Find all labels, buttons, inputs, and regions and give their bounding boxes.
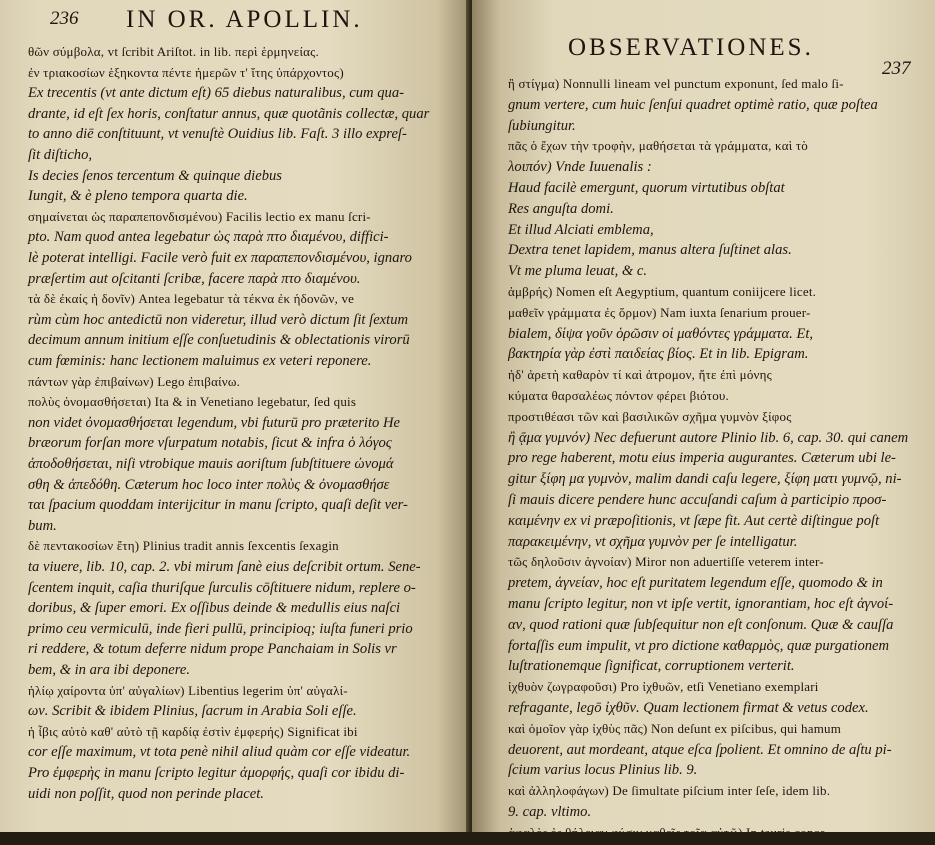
text-line: Vt me pluma leuat, & c. (508, 263, 648, 280)
text-line: uidi non poſſit, quod non perinde placet. (28, 785, 264, 802)
text-line: ων. Scribit & ibidem Plinius, ſacrum in Arabia Soli eſſe. (28, 703, 357, 720)
text-line: ἠδ' ἀρετὴ καθαρὸν τί καὶ ἀτρομον, ἥτε ἐπὶ μόνης (508, 367, 772, 383)
text-line: Et illud Alciati emblema, (508, 221, 654, 238)
text-line: αν, quod rationi quæ ſubſequitur non eſt conſonum. Quæ & cauſſa (508, 616, 894, 633)
right-page-number: 237 (882, 58, 911, 79)
text-line: ἐν τριακοσίων ἑξηκοντα πέντε ἡμερῶν τ' ἴτης ὑπάρχοντος) (28, 64, 344, 80)
text-line: fortaſſis eum impulit, vt pro dictione καθαρμὸς, quæ purgationem (508, 637, 890, 654)
text-line: πᾶς ὁ ἔχων τὴν τροφὴν, μαθήσεται τὰ γράμματα, καὶ τὸ (508, 138, 808, 154)
text-line: θῶν σύμβολα, vt ſcribit Ariſtot. in lib. περὶ ἑρμηνείας. (28, 44, 319, 59)
text-line: τὰ δὲ ἐκαίς ἡ δονῖν) Antea legebatur τὰ τέκνα ἐκ ἡδονῶν, ve (28, 291, 355, 307)
text-line: bræorum forſan more vſurpatum notabis, ſicut & infra ὁ λόγος (28, 435, 392, 452)
text-line: Ex trecentis (vt ante dictum eſt) 65 diebus naturalibus, cum qua- (28, 85, 404, 102)
text-line: doribus, & ſuper emori. Ex oſſibus deinde & medullis eius naſci (28, 600, 401, 617)
text-line: Dextra tenet lapidem, manus altera ſuſtinet alas. (508, 242, 792, 259)
text-line: σθη & ἀπεδόθη. Cæterum hoc loco inter πολὺς & ὀνομασθήσε (28, 476, 390, 493)
text-line: præſertim aut oſcitanti ſcribæ, facere παρὰ πτο διαμένου. (28, 270, 361, 287)
text-line: ἀμβρής) Nomen eſt Aegyptium, quantum coniijcere licet. (508, 284, 817, 299)
text-line: ſit diſticho, (28, 147, 93, 163)
text-line: παρακειμένην, vt σχῆμα γυμνὸν per ſe intelligatur. (508, 533, 798, 550)
text-line: Is decies ſenos tercentum & quinque diebus (28, 167, 282, 184)
right-running-head: OBSERVATIONES. (568, 34, 814, 61)
text-line: πάντων γὰρ ἐπιβαίνων) Lego ἐπιβαίνω. (28, 373, 241, 389)
text-line: ἰχθυὸν ζωγραφοῦσι) Pro ἰχθυῶν, etſi Venetiano exemplari (508, 679, 819, 695)
text-line: μαθεῖν γράμματα ἐς ὅρμον) Nam iuxta ſenarium prouer- (508, 304, 811, 320)
text-line: Res anguſta domi. (508, 200, 614, 217)
text-line: Iungit, & è pleno tempora quarta die. (28, 188, 248, 205)
text-line: πολὺς ὀνομασθήσεται) Ita & in Venetiano legebatur, ſed quis (28, 394, 357, 410)
text-line: καὶ ὁμοῖον γὰρ ἰχθὺς πᾶς) Non deſunt ex piſcibus, qui hamum (508, 720, 842, 736)
text-line: to anno diē conſtituunt, vt venuſtè Ouidius lib. Faſt. 3 illo expreſ- (28, 126, 407, 143)
text-line: deuorent, aut mordeant, atque eſca ſpolient. Et omnino de aſtu pi- (508, 741, 892, 758)
text-line: ſcentem inquit, caſia thuriſque ſurculis cōſtituere nidum, replere o- (28, 579, 416, 596)
text-line: 9. cap. vltimo. (508, 804, 592, 820)
text-line: Pro ἐμφερὴς in manu ſcripto legitur ἀμορφής, quaſi cor ibidu di- (28, 765, 405, 781)
text-line: luſtrationemque ſignificat, corruptionem verterit. (508, 658, 795, 675)
text-line: gnum vertere, cum huic ſenſui quadret optimè ratio, quæ poſtea (508, 96, 878, 113)
left-running-head: IN OR. APOLLIN. (126, 6, 363, 33)
text-line: bialem, δίψα γοῦν ὁρῶσιν οἱ μαθόντες γράμματα. Et, (508, 325, 814, 342)
text-line: λοιπόν) Vnde Iuuenalis : (508, 159, 652, 176)
text-line: ται ſpacium quoddam interijcitur in manu ſcripto, quaſi deſit ver- (28, 497, 408, 514)
text-line: καὶ ἀλληλοφάγων) De ſimultate piſcium inter ſeſe, idem lib. (508, 783, 831, 799)
text-line: ſi mauis dicere pendere hunc accuſandi caſum à participio προσ- (508, 492, 887, 508)
text-line: bem, & in ara ibi deponere. (28, 662, 190, 678)
text-line: pto. Nam quod antea legebatur ὡς παρὰ πτο διαμένου, diffici- (28, 229, 389, 246)
text-line: refragante, legō ἰχθῦν. Quam lectionem firmat & vetus codex. (508, 700, 869, 716)
text-line: βακτηρία γὰρ ἐστὶ παιδείας βίος. Et in lib. Epigram. (508, 346, 809, 363)
text-line: ἢ στίγμα) Nonnulli lineam vel punctum exponunt, ſed malo ſi- (508, 76, 844, 91)
text-line: cor eſſe maximum, vt tota penè nihil aliud quàm cor eſſe videatur. (28, 744, 411, 761)
text-line: rùm cùm hoc antedictū non videretur, illud verò dictum ſit ſextum (28, 311, 409, 328)
text-line: gitur ξίφη μα γυμνὸν, malim dandi caſu legere, ξίφη ματι γυμνῷ, ni- (508, 471, 902, 488)
left-page-number: 236 (50, 8, 79, 29)
text-line: bum. (28, 517, 57, 534)
text-line: pro rege haberent, motu eius imperia augurantes. Cæterum ubi le- (508, 450, 896, 467)
text-line: primo ceu vermiculū, inde fieri pullū, principioq; iuſta funeri prio (28, 620, 413, 637)
text-line: ἡ ἶβις αὐτὸ καθ' αὐτὸ τῇ καρδίᾳ ἐστὶν ἐμφερής) Significat ibi (28, 723, 358, 739)
text-line: ſubiungitur. (508, 117, 576, 134)
text-line: κύματα θαρσαλέως πόντον φέρει βιότου. (508, 388, 729, 403)
text-line: lè poterat intelligi. Facile verò fuit ex παραπεπονδισμένου, ignaro (28, 250, 412, 266)
right-page (472, 0, 935, 845)
text-line: προστιθέασι τῶν καὶ βασιλικῶν σχῆμα γυμνὸν ξίφος (508, 408, 792, 424)
text-line: cum fœminis: hanc lectionem maluimus ex veteri reponere. (28, 353, 372, 369)
text-line: ta viuere, lib. 10, cap. 2. vbi mirum ſanè eius deſcribit ortum. Sene- (28, 559, 421, 575)
text-line: ἀποδοθήσεται, niſi vtrobique mauis aoriſtum ſubſtituere ὠνομά (28, 456, 394, 472)
text-line: drante, id eſt ſex horis, conſtatur annus, quæ quotãnis collectæ, quar (28, 105, 430, 122)
text-line: non videt ὀνομασθήσεται legendum, vbi futurū pro præterito He (28, 414, 400, 431)
text-line: ri reddere, & totum deferre nidum prope Panchaiam in Solis vr (28, 641, 397, 658)
text-line: manu ſcripto legitur, non vt ipſe vertit, ignorantiam, hoc eſt ἀγνοί- (508, 596, 894, 612)
text-line: ἢ ᾷμα γυμνόν) Nec defuerunt autore Plinio lib. 6, cap. 30. qui canem (508, 429, 909, 446)
text-line: Haud facilè emergunt, quorum virtutibus obſtat (508, 180, 785, 196)
text-line: decimum annum initium eſſe conſuetudinis & oblectationis virorū (28, 332, 410, 349)
text-line: καιμένην ex vi præpoſitionis, vt ſæpe fit. Aut certè diſtingue poſt (508, 512, 880, 529)
book-bottom-edge (0, 832, 935, 845)
text-line: τῶς δηλοῦσιν ἀγνοίαν) Miror non aduertiſſe veterem inter- (508, 554, 824, 570)
text-line: pretem, ἁγνείαν, hoc eſt puritatem legendum eſſe, quomodo & in (508, 575, 883, 592)
text-line: δὲ πεντακοσίων ἔτη) Plinius tradit annis ſexcentis ſexagin (28, 538, 339, 554)
text-line: ſcium varius locus Plinius lib. 9. (508, 762, 698, 779)
text-line: ἡλίῳ χαίροντα ὑπ' αὐγαλίων) Libentius legerim ὑπ' αὐγαλί- (28, 682, 348, 698)
text-line: σημαίνεται ὡς παραπεπονδισμένου) Facilis lectio ex manu ſcri- (28, 208, 371, 224)
